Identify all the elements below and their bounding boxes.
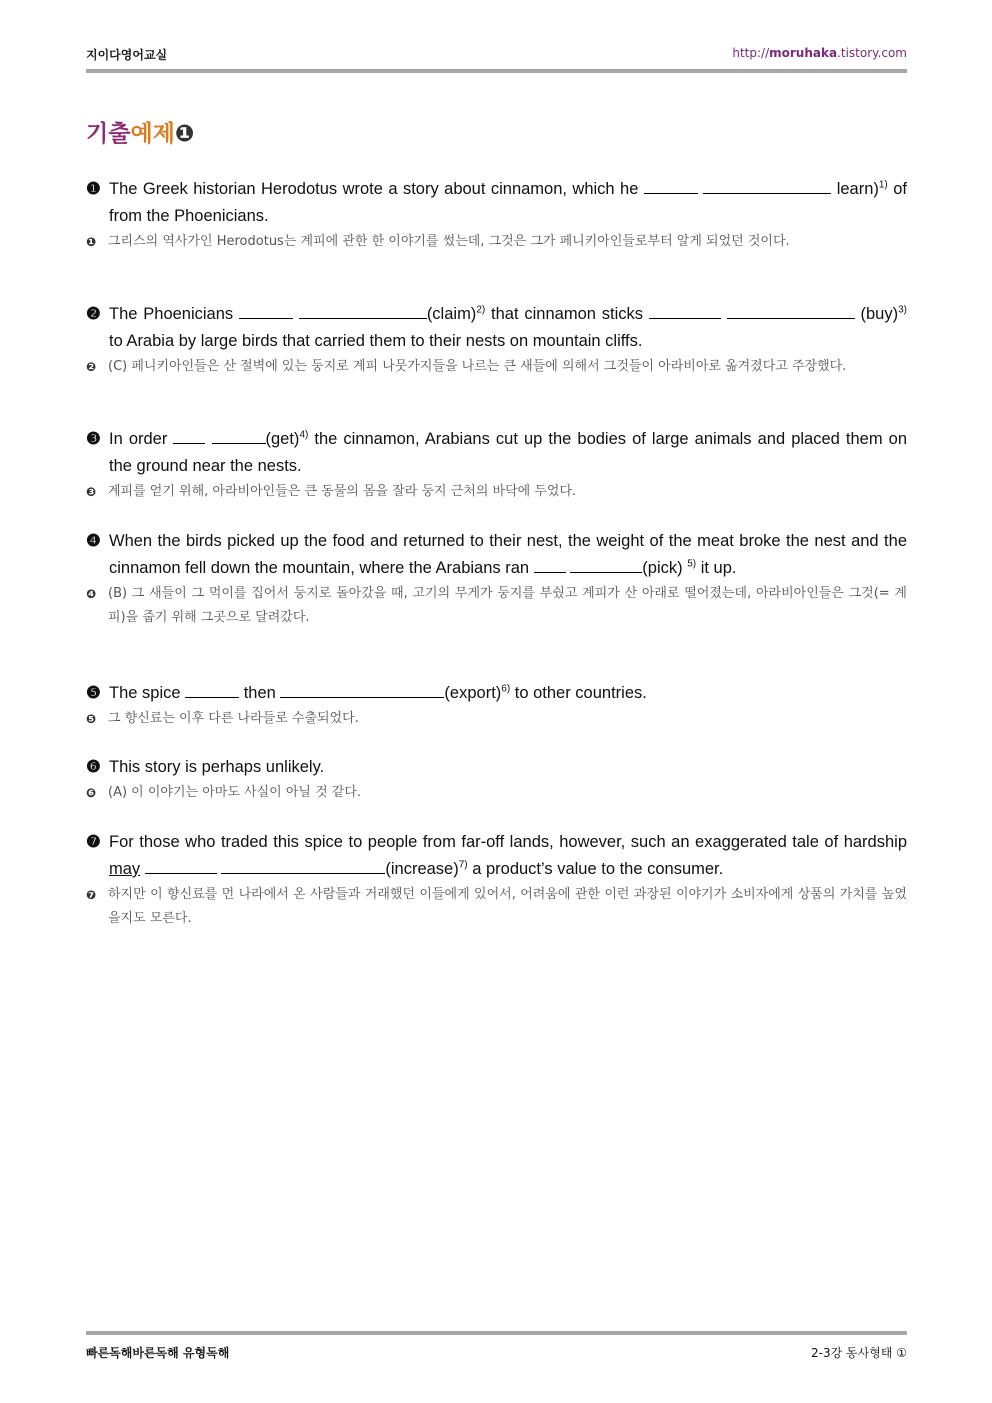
question-1-ko-number: ❶ (86, 235, 97, 249)
title-number: ❶ (174, 121, 195, 147)
q1-blank-2[interactable] (703, 178, 831, 194)
q2-blank-2[interactable] (299, 303, 427, 319)
q2-verb-1: (claim) (426, 305, 477, 323)
q4-blank-1[interactable] (534, 557, 566, 573)
footer-lesson: 2-3강 동사형태 ① (811, 1346, 907, 1360)
q2-text-a: The Phoenicians (109, 305, 239, 323)
q2-footnote-2: 3) (898, 304, 907, 316)
q3-blank-2[interactable] (212, 428, 266, 444)
url-prefix: http:// (732, 46, 770, 60)
q1-footnote: 1) (878, 179, 888, 191)
question-7-ko-number: ❼ (86, 888, 97, 902)
question-2-ko-number: ❷ (86, 360, 97, 374)
question-5-english (86, 680, 907, 707)
q2-blank-3[interactable] (649, 303, 721, 319)
q7-text-a: For those who traded this spice to people from far-off lands, however, such an exaggerated tale of hardship (109, 833, 907, 851)
q5-footnote: 6) (501, 683, 511, 695)
q4-blank-2[interactable] (570, 557, 642, 573)
question-3-english (86, 426, 907, 480)
header-url-link[interactable] (732, 46, 907, 60)
title-part1: 기출 (86, 121, 131, 147)
question-3-korean (86, 480, 907, 504)
q3-translation: 계피를 얻기 위해, 아라비아인들은 큰 동물의 몸을 잘라 둥지 근처의 바닥에 두었다. (108, 484, 577, 499)
q2-footnote-1: 2) (476, 304, 486, 316)
question-6 (86, 754, 907, 805)
q1-translation: 그리스의 역사가인 Herodotus는 계피에 관한 한 이야기를 썼는데, 그것은 그가 페니키아인들로부터 알게 되었던 것이다. (108, 234, 790, 249)
q3-verb: (get) (265, 430, 300, 448)
q4-text-a: When the birds picked up the food and returned to their nest, the weight of the meat broke the nest and the cinnamon fell down the mountain, where the Arabians ran (109, 532, 907, 577)
q5-blank-2[interactable] (280, 682, 444, 698)
question-2-number: ❷ (86, 305, 101, 323)
q2-blank-4[interactable] (727, 303, 855, 319)
question-4 (86, 528, 907, 630)
question-3-ko-number: ❸ (86, 485, 97, 499)
question-4-ko-number: ❹ (86, 587, 97, 601)
q3-blank-1[interactable] (173, 428, 205, 444)
question-4-number: ❹ (86, 532, 101, 550)
question-6-number: ❻ (86, 758, 101, 776)
q7-footnote: 7) (458, 859, 468, 871)
page-header (86, 46, 907, 66)
question-6-korean (86, 781, 907, 805)
q6-translation: (A) 이 이야기는 아마도 사실이 아닐 것 같다. (108, 785, 362, 800)
q4-text-b: it up. (696, 559, 737, 577)
question-5-korean (86, 707, 907, 731)
footer-divider (86, 1331, 907, 1335)
question-7-number: ❼ (86, 833, 101, 851)
question-7-english (86, 829, 907, 883)
q2-blank-1[interactable] (239, 303, 293, 319)
url-suffix: .tistory.com (837, 46, 907, 60)
question-7 (86, 829, 907, 931)
question-1-english (86, 176, 907, 230)
q3-footnote: 4) (299, 429, 309, 441)
q1-text-c: of from the Phoenicians. (109, 180, 907, 225)
header-divider (86, 69, 907, 73)
q2-text-b: that cinnamon sticks (485, 305, 649, 323)
q3-text-b: the cinnamon, Arabians cut up the bodies of large animals and placed them on the ground near the nests. (109, 430, 907, 475)
q5-text-a: The spice (109, 684, 186, 702)
q7-blank-1[interactable] (145, 858, 217, 874)
q1-text-b: learn) (836, 180, 879, 198)
q1-text-a: The Greek historian Herodotus wrote a story about cinnamon, which he (109, 180, 644, 198)
section-title (86, 115, 194, 148)
question-6-english (86, 754, 907, 781)
q7-verb: (increase) (385, 860, 459, 878)
question-2-english (86, 301, 907, 355)
question-4-english (86, 528, 907, 582)
q4-translation: (B) 그 새들이 그 먹이를 집어서 둥지로 돌아갔을 때, 고기의 무게가 둥지를 부쉈고 계피가 산 아래로 떨어졌는데, 아라비아인들은 그것(= 계피)을 줍기 위해 그곳으로 달려갔다. (108, 586, 907, 625)
q4-verb: (pick) (642, 559, 683, 577)
q5-text-b: then (239, 684, 281, 702)
title-part2: 예제 (130, 121, 175, 147)
question-5-number: ❺ (86, 684, 101, 702)
q2-verb-2: (buy) (860, 305, 899, 323)
q5-text-c: to other countries. (510, 684, 647, 702)
q2-text-c: to Arabia by large birds that carried them to their nests on mountain cliffs. (109, 332, 643, 350)
q7-translation: 하지만 이 향신료를 먼 나라에서 온 사람들과 거래했던 이들에게 있어서, 어려움에 관한 이런 과장된 이야기가 소비자에게 상품의 가치를 높였을지도 모른다. (108, 887, 907, 926)
q5-verb: (export) (444, 684, 502, 702)
question-5-ko-number: ❺ (86, 712, 97, 726)
q2-translation: (C) 페니키아인들은 산 절벽에 있는 둥지로 계피 나뭇가지들을 나르는 큰 새들에 의해서 그것들이 아라비아로 옮겨졌다고 주장했다. (108, 359, 847, 374)
question-1-number: ❶ (86, 180, 101, 198)
question-3-number: ❸ (86, 430, 101, 448)
question-2 (86, 301, 907, 379)
q7-blank-2[interactable] (221, 858, 385, 874)
q5-blank-1[interactable] (185, 682, 239, 698)
question-2-korean (86, 355, 907, 379)
question-3 (86, 426, 907, 504)
header-school-name: 지이다영어교실 (86, 48, 168, 62)
q1-blank-1[interactable] (644, 178, 698, 194)
question-1 (86, 176, 907, 254)
question-4-korean (86, 582, 907, 630)
question-7-korean (86, 883, 907, 931)
question-5 (86, 680, 907, 731)
footer-book-title: 빠른독해바른독해 유형독해 (86, 1346, 230, 1360)
question-1-korean (86, 230, 907, 254)
question-6-ko-number: ❻ (86, 786, 97, 800)
q5-translation: 그 향신료는 이후 다른 나라들로 수출되었다. (108, 711, 359, 726)
q6-text: This story is perhaps unlikely. (109, 758, 325, 776)
q4-footnote: 5) (687, 558, 697, 570)
url-bold: moruhaka (769, 46, 838, 60)
q3-text-a: In order (109, 430, 174, 448)
q7-text-b: a product’s value to the consumer. (467, 860, 724, 878)
q7-underlined-may: may (109, 860, 141, 878)
